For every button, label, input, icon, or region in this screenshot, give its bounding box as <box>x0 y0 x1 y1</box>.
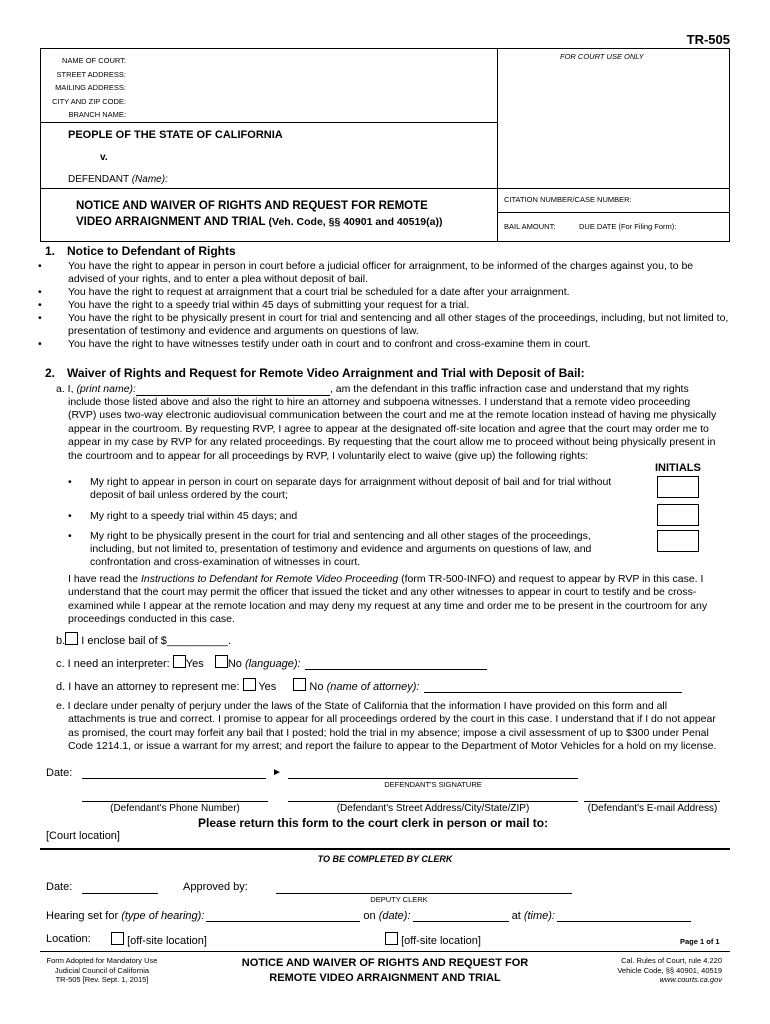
hearing-time-field[interactable] <box>557 921 691 922</box>
waiver-paragraph-a-body: include those listed above and also the right to hire an attorney and subpoena witnesses. I understand that a remote video proceeding (RVP) uses two-way electronic audiovisual communication between the court and me at the remote location instead of having me physically appear in the courtroom. By requesting RVP, I agree to appear at the designated off-site location and agree that the court may order me to appear in my case by RVP for any related proceedings. By requesting that the court allow me to proceed without being physically present in the courtroom and to appear for all proceedings by RVP, I voluntarily elect to waive (give up) the following rights: <box>68 396 717 462</box>
signature-label: DEFENDANT'S SIGNATURE <box>384 780 482 789</box>
branch-name-label: BRANCH NAME: <box>68 110 126 119</box>
clerk-date-field[interactable] <box>82 893 158 894</box>
declaration-paragraph: e. I declare under penalty of perjury under the laws of the State of California that the information I have provided on this form and all attachments is true and correct. I promise to appear for all proceedings ordered by the court in this case. I understand that if I do not appear as promised, the court may forfeit any bail that I posted; hold the trial in my absence; impose a civil assessment of up to $300 under Penal Code 1214.1, or issue a warrant for my arrest; and report the failure to appear to the Department of Motor Vehicles for a hold on my license. <box>56 700 717 753</box>
clerk-heading: TO BE COMPLETED BY CLERK <box>317 854 453 864</box>
attorney-yes-checkbox[interactable] <box>243 678 256 691</box>
defendant-label: DEFENDANT (Name): <box>68 174 168 185</box>
mailing-address-label: MAILING ADDRESS: <box>55 83 126 92</box>
hearing-type-field[interactable] <box>206 921 360 922</box>
offsite-location-2: [off-site location] <box>385 932 481 947</box>
court-info-divider <box>40 122 497 123</box>
address-field[interactable] <box>288 801 578 802</box>
hearing-row: Hearing set for (type of hearing): on (date): at (time): <box>46 910 691 922</box>
section2-heading: 2. Waiver of Rights and Request for Remote Video Arraignment and Trial with Deposit of Bail: <box>45 366 585 380</box>
waived-right-item: • My right to be physically present in the court for trial and sentencing and all other stages of the proceedings, including, but not limited to, presentation of testimony and evidence and arguments on questions of law, and confrontation and cross-examination of witnesses in court. <box>68 530 628 569</box>
bail-checkbox[interactable] <box>65 632 78 645</box>
court-field-labels <box>44 54 126 122</box>
citation-divider <box>497 212 730 213</box>
initials-label: INITIALS <box>655 462 701 474</box>
offsite-location-2-checkbox[interactable] <box>385 932 398 945</box>
footer-left: Form Adopted for Mandatory Use Judicial Council of California TR-505 [Rev. Sept. 1, 2015] <box>46 956 158 984</box>
form-title <box>76 198 442 230</box>
footer-right: Cal. Rules of Court, rule 4.220 Vehicle Code, §§ 40901, 40519 www.courts.ca.gov <box>590 956 722 985</box>
email-field[interactable] <box>584 801 720 802</box>
form-number: TR-505 <box>686 32 730 47</box>
initials-box-3[interactable] <box>657 530 699 552</box>
waived-rights-list <box>68 476 628 502</box>
waived-right-item: • My right to appear in person in court on separate days for arraignment without deposit of bail and for trial without deposit of bail unless ordered by the court; <box>68 476 628 502</box>
courts-url-link[interactable]: www.courts.ca.gov <box>659 975 722 984</box>
citation-number-label: CITATION NUMBER/CASE NUMBER: <box>504 195 632 204</box>
interpreter-no-checkbox[interactable] <box>215 655 228 668</box>
waiver-paragraph-a: a. I, (print name): , am the defendant in this traffic infraction case and understand that my rights <box>56 383 689 395</box>
initials-box-1[interactable] <box>657 476 699 498</box>
attorney-no-checkbox[interactable] <box>293 678 306 691</box>
phone-label: (Defendant's Phone Number) <box>110 803 240 814</box>
right-item: • You have the right to have witnesses testify under oath in court and to confront and cross-examine them in court. <box>38 338 730 351</box>
right-item: • You have the right to request at arraignment that a court trial be scheduled for a date after your arraignment. <box>38 286 730 299</box>
bail-enclosed-row: b. I enclose bail of $__________. <box>56 632 231 647</box>
attorney-name-field[interactable] <box>424 692 682 693</box>
versus-label: v. <box>100 152 108 163</box>
location-label: Location: <box>46 933 91 945</box>
email-label: (Defendant's E-mail Address) <box>587 803 718 814</box>
approved-by-label: Approved by: <box>183 881 248 893</box>
rights-list <box>38 260 730 351</box>
date-field[interactable] <box>82 778 266 779</box>
interpreter-yes-checkbox[interactable] <box>173 655 186 668</box>
signature-field[interactable] <box>288 778 578 779</box>
deputy-clerk-label: DEPUTY CLERK <box>370 895 428 904</box>
court-name-label: NAME OF COURT: <box>61 56 126 65</box>
offsite-location-1: [off-site location] <box>111 932 207 947</box>
interpreter-row: c. I need an interpreter: Yes No (language): <box>56 655 487 670</box>
clerk-top-rule <box>40 848 730 850</box>
right-item: • You have the right to appear in person in court before a judicial officer for arraignment, to be informed of the charges against you, to be advised of your rights, and to enter a plea without deposit of bail. <box>38 260 730 286</box>
footer-title: NOTICE AND WAIVER OF RIGHTS AND REQUEST FOR REMOTE VIDEO ARRAIGNMENT AND TRIAL <box>241 957 529 984</box>
city-zip-label: CITY AND ZIP CODE: <box>52 96 126 106</box>
read-instructions-paragraph: I have read the Instructions to Defendant for Remote Video Proceeding (form TR-500-INFO) and request to appear by RVP in this case. I understand that the court may permit the officer that issued the ticket and any other witnesses to appear in court to testify and be cross-examined while I appear at the remote location and may deny my request at any time and order me to be present in the courtroom for any proceedings conducted in this case. <box>68 573 708 626</box>
signature-arrow: ► <box>272 767 282 778</box>
return-instruction: Please return this form to the court clerk in person or mail to: <box>198 816 549 830</box>
clerk-date-label: Date: <box>46 881 73 893</box>
initials-box-2[interactable] <box>657 504 699 526</box>
page-number: Page 1 of 1 <box>680 937 720 946</box>
right-item: • You have the right to be physically present in court for trial and sentencing and all other stages of the proceedings, including, but not limited to, presentation of testimony and evidence and arguments on questions of law. <box>38 312 730 338</box>
phone-field[interactable] <box>82 801 268 802</box>
offsite-location-1-checkbox[interactable] <box>111 932 124 945</box>
bail-amount-label: BAIL AMOUNT: <box>504 222 556 231</box>
date-label: Date: <box>46 767 73 779</box>
title-divider <box>40 188 730 189</box>
address-label: (Defendant's Street Address/City/State/ZIP) <box>336 803 530 814</box>
hearing-date-field[interactable] <box>413 921 509 922</box>
footer-rule <box>40 951 730 952</box>
approved-by-field[interactable] <box>276 893 572 894</box>
street-address-label: STREET ADDRESS: <box>56 69 126 79</box>
court-location: [Court location] <box>46 830 120 842</box>
form-title-line2: VIDEO ARRAIGNMENT AND TRIAL <box>76 216 269 228</box>
attorney-row: d. I have an attorney to represent me: Yes No (name of attorney): <box>56 678 682 693</box>
people-caption: PEOPLE OF THE STATE OF CALIFORNIA <box>68 129 283 141</box>
section1-heading: 1. Notice to Defendant of Rights <box>45 244 236 258</box>
waived-right-item: • My right to a speedy trial within 45 days; and <box>68 510 628 523</box>
form-title-line1: NOTICE AND WAIVER OF RIGHTS AND REQUEST FOR REMOTE <box>76 200 428 212</box>
form-title-code: (Veh. Code, §§ 40901 and 40519(a)) <box>268 216 443 228</box>
due-date-label: DUE DATE (For Filing Form): <box>579 222 677 231</box>
for-court-use-label: FOR COURT USE ONLY <box>560 52 644 61</box>
right-item: • You have the right to a speedy trial within 45 days of submitting your request for a trial. <box>38 299 730 312</box>
language-field[interactable] <box>305 669 487 670</box>
